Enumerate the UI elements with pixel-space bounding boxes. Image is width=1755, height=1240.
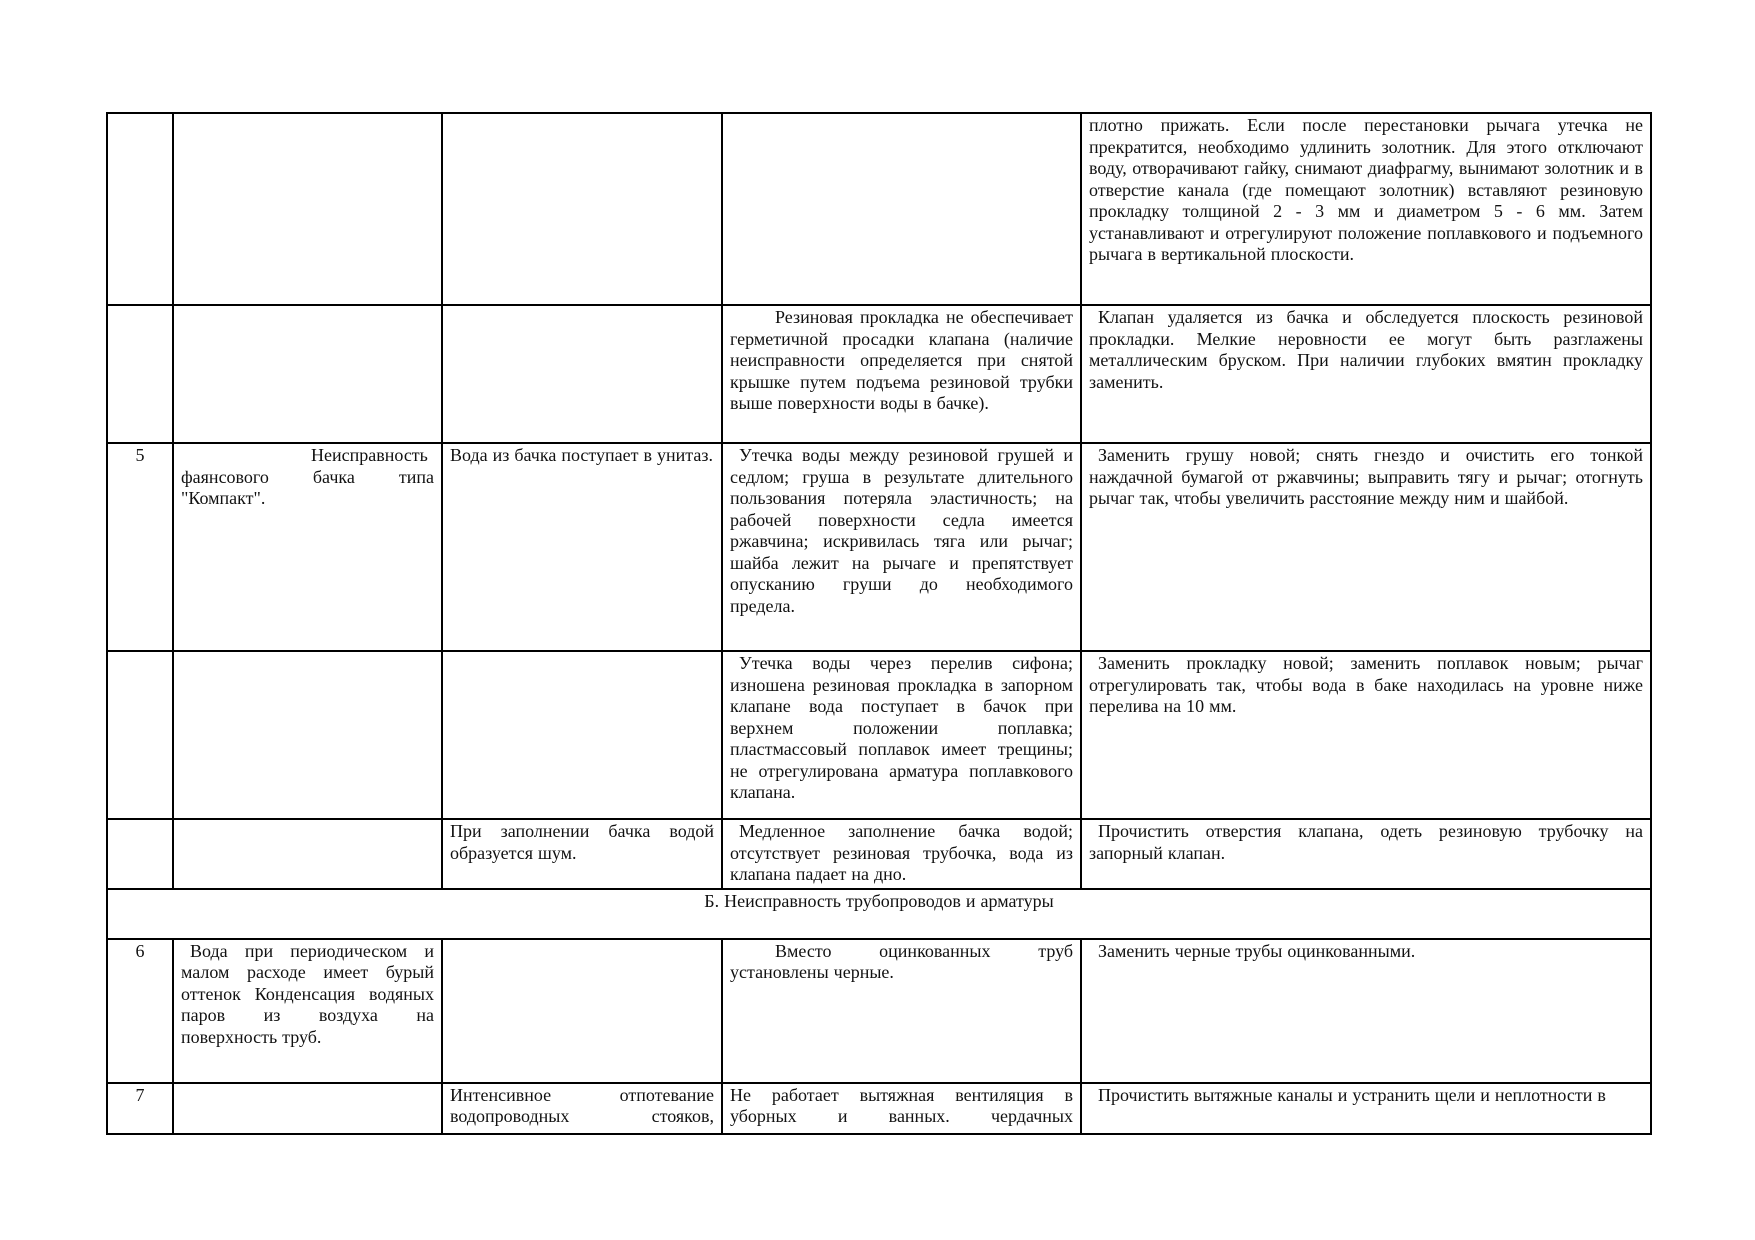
empty-cell	[173, 651, 442, 819]
empty-cell	[107, 819, 173, 889]
remedy-cell: Заменить грушу новой; снять гнездо и очистить его тонкой наждачной бумагой от ржавчины; выправить тягу и рычаг; отогнуть рычаг так, чтобы увеличить расстояние между ним и шайбой.	[1081, 443, 1651, 651]
table-row	[107, 305, 1651, 443]
table-row	[107, 443, 1651, 651]
table-row	[107, 113, 1651, 305]
remedy-cell: Заменить прокладку новой; заменить поплавок новым; рычаг отрегулировать так, чтобы вода в баке находилась на уровне ниже перелива на 10 мм.	[1081, 651, 1651, 819]
section-header-row	[107, 889, 1651, 939]
defect-cell: Вода при периодическом и малом расходе имеет бурый оттенок Конденсация водяных паров из воздуха на поверхность труб.	[173, 939, 442, 1083]
empty-cell	[173, 113, 442, 305]
empty-cell	[173, 305, 442, 443]
cause-cell: Резиновая прокладка не обеспечивает герметичной просадки клапана (наличие неисправности определяется при снятой крышке путем подъема резиновой трубки выше поверхности воды в бачке).	[722, 305, 1081, 443]
table-row	[107, 939, 1651, 1083]
row-number-cell: 7	[107, 1083, 173, 1134]
empty-cell	[722, 113, 1081, 305]
table-row	[107, 1083, 1651, 1134]
empty-cell	[442, 651, 722, 819]
empty-cell	[107, 651, 173, 819]
remedy-cell: плотно прижать. Если после перестановки рычага утечка не прекратится, необходимо удлинить золотник. Для этого отключают воду, отворачивают гайку, снимают диафрагму, вынимают золотник и в отверстие канала (где помещают золотник) вставляют резиновую прокладку толщиной 2 - 3 мм и диаметром 5 - 6 мм. Затем устанавливают и отрегулируют положение поплавкового и подъемного рычага в вертикальной плоскости.	[1081, 113, 1651, 305]
empty-cell	[173, 819, 442, 889]
defects-table	[106, 112, 1652, 1135]
cause-cell: Утечка воды между резиновой грушей и седлом; груша в результате длительного пользования потеряла эластичность; на рабочей поверхности седла имеется ржавчина; искривилась тяга или рычаг; шайба лежит на рычаге и препятствует опусканию груши до необходимого предела.	[722, 443, 1081, 651]
empty-cell	[442, 305, 722, 443]
table-row	[107, 651, 1651, 819]
symptom-cell: При заполнении бачка водой образуется шум.	[442, 819, 722, 889]
cause-cell: Медленное заполнение бачка водой; отсутствует резиновая трубочка, вода из клапана падает на дно.	[722, 819, 1081, 889]
remedy-cell: Клапан удаляется из бачка и обследуется плоскость резиновой прокладки. Мелкие неровности ее могут быть разглажены металлическим бруском. При наличии глубоких вмятин прокладку заменить.	[1081, 305, 1651, 443]
row-number-cell: 6	[107, 939, 173, 1083]
defect-cell: Неисправность фаянсового бачка типа "Компакт".	[173, 443, 442, 651]
empty-cell	[442, 939, 722, 1083]
row-number-cell: 5	[107, 443, 173, 651]
table-row	[107, 819, 1651, 889]
section-header-cell: Б. Неисправность трубопроводов и арматуры	[107, 889, 1651, 939]
empty-cell	[173, 1083, 442, 1134]
symptom-cell: Интенсивное отпотевание водопроводных стояков,	[442, 1083, 722, 1134]
remedy-cell: Заменить черные трубы оцинкованными.	[1081, 939, 1651, 1083]
remedy-cell: Прочистить отверстия клапана, одеть резиновую трубочку на запорный клапан.	[1081, 819, 1651, 889]
remedy-cell: Прочистить вытяжные каналы и устранить щели и неплотности в	[1081, 1083, 1651, 1134]
empty-cell	[107, 113, 173, 305]
cause-cell: Не работает вытяжная вентиляция в уборных и ванных. чердачных	[722, 1083, 1081, 1134]
cause-cell: Утечка воды через перелив сифона; изношена резиновая прокладка в запорном клапане вода поступает в бачок при верхнем положении поплавка; пластмассовый поплавок имеет трещины; не отрегулирована арматура поплавкового клапана.	[722, 651, 1081, 819]
empty-cell	[107, 305, 173, 443]
cause-cell: Вместо оцинкованных труб установлены черные.	[722, 939, 1081, 1083]
empty-cell	[442, 113, 722, 305]
symptom-cell: Вода из бачка поступает в унитаз.	[442, 443, 722, 651]
